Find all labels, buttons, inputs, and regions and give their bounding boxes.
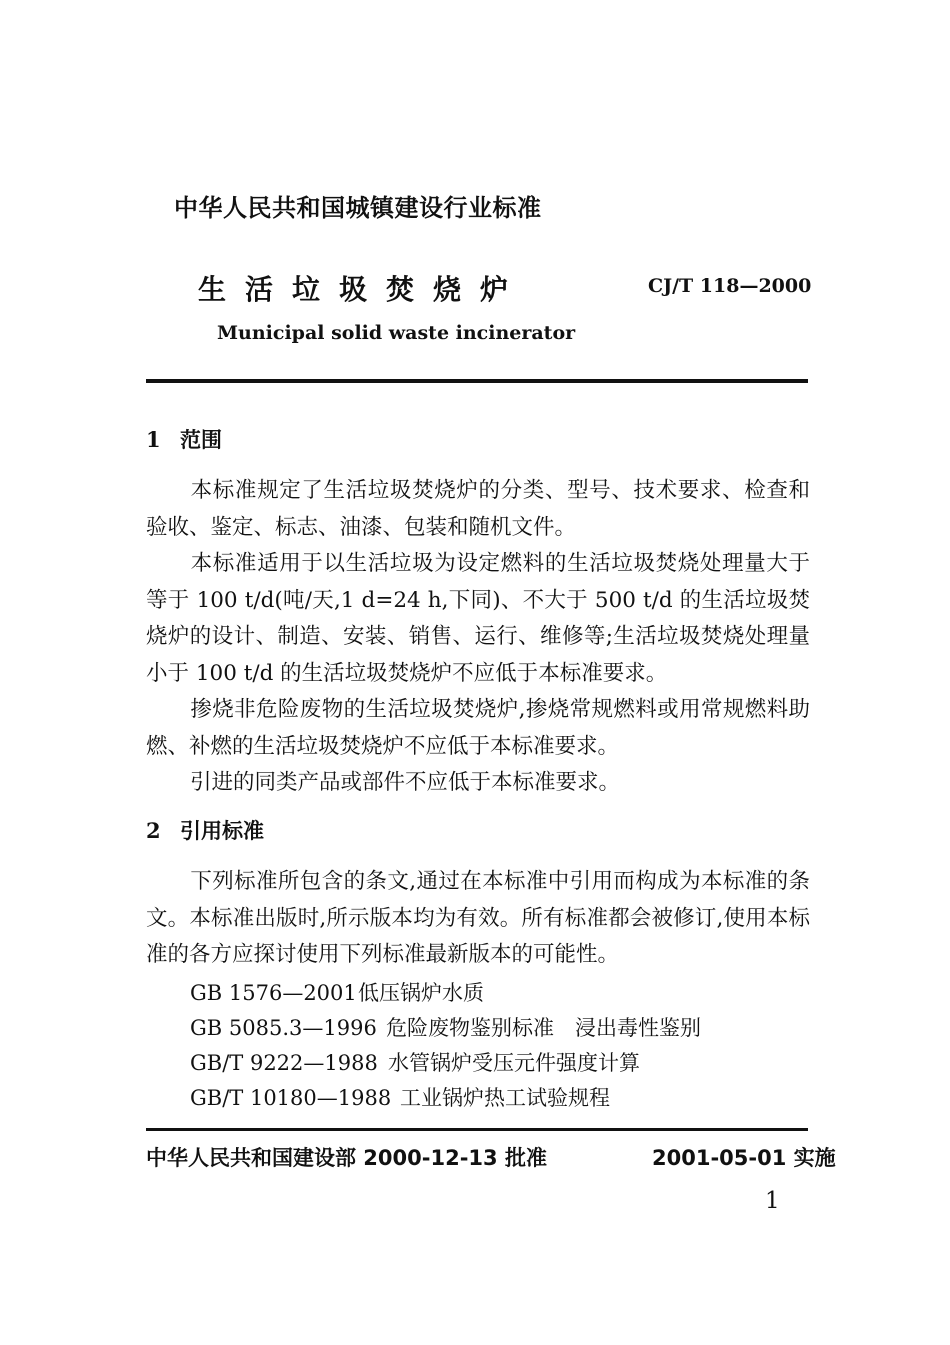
section-number: 2 xyxy=(146,818,161,843)
reference-name: 危险废物鉴别标准 浸出毒性鉴别 xyxy=(386,1016,701,1040)
reference-name: 水管锅炉受压元件强度计算 xyxy=(388,1051,640,1075)
page-number: 1 xyxy=(765,1188,780,1214)
reference-code: GB/T 10180—1988 xyxy=(190,1086,392,1110)
standard-code: CJ/T 118—2000 xyxy=(648,275,812,297)
reference-item xyxy=(190,977,484,1007)
reference-name: 低压锅炉水质 xyxy=(358,981,484,1005)
paragraph: 本标准适用于以生活垃圾为设定燃料的生活垃圾焚烧处理量大于等于 100 t/d(吨/天,1 d=24 h,下同)、不大于 500 t/d 的生活垃圾焚烧炉的设计、制造、安装、销售、运行、维修等;生活垃圾焚烧处理量小于 100 t/d 的生活垃圾焚烧炉不应低于本标准要求。 xyxy=(146,551,810,686)
section-title: 范围 xyxy=(180,427,222,452)
paragraph: 掺烧非危险废物的生活垃圾焚烧炉,掺烧常规燃料或用常规燃料助燃、补燃的生活垃圾焚烧炉不应低于本标准要求。 xyxy=(146,697,810,759)
document-title-english: Municipal solid waste incinerator xyxy=(217,322,576,344)
header-rule xyxy=(146,379,808,383)
reference-name: 工业锅炉热工试验规程 xyxy=(400,1086,610,1110)
section-title: 引用标准 xyxy=(180,818,264,843)
reference-item xyxy=(190,1047,640,1077)
reference-code: GB/T 9222—1988 xyxy=(190,1051,378,1075)
footer-rule xyxy=(146,1128,808,1131)
reference-item xyxy=(190,1082,610,1112)
document-title: 生活垃圾焚烧炉 xyxy=(198,273,528,306)
reference-item xyxy=(190,1012,701,1042)
standard-category: 中华人民共和国城镇建设行业标准 xyxy=(174,194,542,222)
approval-statement: 中华人民共和国建设部 2000-12-13 批准 xyxy=(146,1146,547,1170)
reference-code: GB 5085.3—1996 xyxy=(190,1016,377,1040)
effective-date: 2001-05-01 实施 xyxy=(652,1146,836,1170)
section-number: 1 xyxy=(146,427,161,452)
paragraph: 本标准规定了生活垃圾焚烧炉的分类、型号、技术要求、检查和验收、鉴定、标志、油漆、包装和随机文件。 xyxy=(146,478,810,540)
reference-code: GB 1576—2001 xyxy=(190,981,357,1005)
paragraph: 下列标准所包含的条文,通过在本标准中引用而构成为本标准的条文。本标准出版时,所示版本均为有效。所有标准都会被修订,使用本标准的各方应探讨使用下列标准最新版本的可能性。 xyxy=(146,869,810,967)
section-heading-references xyxy=(146,815,264,845)
paragraph: 引进的同类产品或部件不应低于本标准要求。 xyxy=(190,770,621,795)
section-heading-scope xyxy=(146,424,222,454)
